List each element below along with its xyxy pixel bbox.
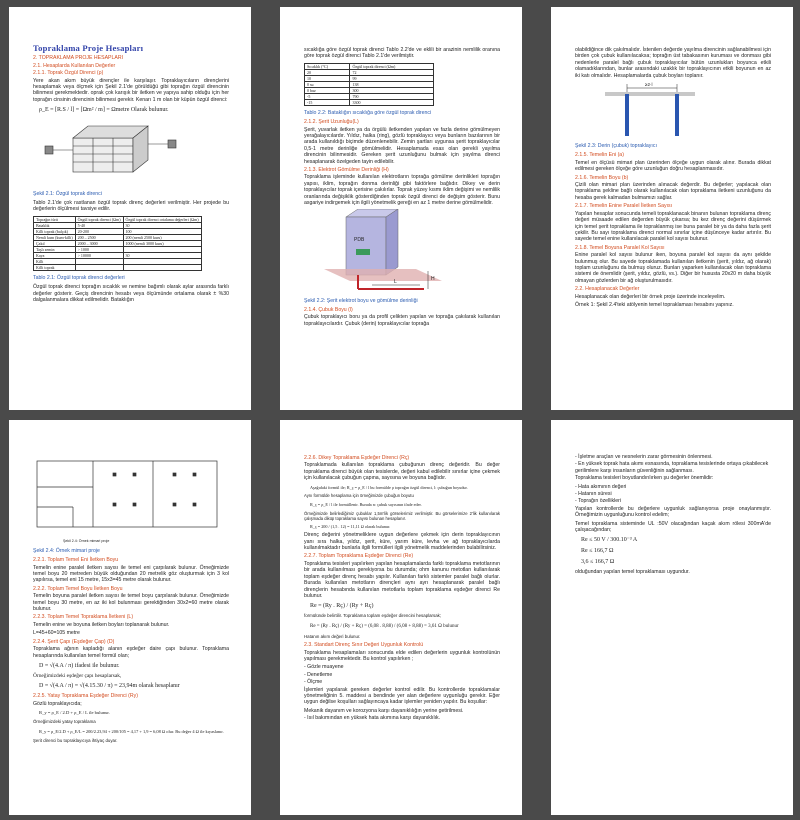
section-heading: 2.1.6. Temelin Boyu (b) [575, 174, 629, 181]
table-cell: 5-40 [75, 222, 123, 228]
paragraph: Yapılan hesaplar sonucunda temeli topraklanacak binanın bulunan topraklama direnç değeri müsaade edilen değerden büyük çıkarsa; bu kez direnç değerini düşürmek için temel şerit topraklama ile topraklanmış ise buna paralel bir ya da daha fazla şerit çekilir. Bu sayı topraklama direnci normal sınırlar içine düşünceye kadar artırılır. Bu sayede temel enine kullanılacak paralel kol sayısı bulunur. [575, 210, 771, 243]
table-cell: Taşlı zemin [34, 246, 76, 252]
list-item: - Ölçme [304, 679, 323, 686]
list-item: - Gözle muayene [304, 664, 344, 671]
paragraph: Temelin boyuna paralel iletken sayısı ile temel boyu çarpılarak bulunur. Örneğimizde temel boyu 30 metre, en az iki kol bulunması gerektiğinden 30x2=60 metre olarak bulunur. [33, 593, 229, 613]
paragraph: L=45+60=105 metre [33, 630, 80, 637]
document-page-6 [551, 420, 793, 815]
paragraph: sıcaklığa göre özgül toprak direnci Tablo 2.2'de ve eklili bir arazinin nemlilik oranına göre toprak özgül direnci Tablo 2.1'de verilmiştir. [304, 47, 500, 60]
document-page-1 [9, 7, 251, 410]
section-heading: 2.1.3. Elektrot Gömülme Derinliği (H) [304, 167, 389, 174]
section-heading: 2.1.1. Toprak Özgül Direnci (ρ) [33, 70, 104, 77]
paragraph: olduğundan yapılan temel topraklaması uygundur. [575, 569, 690, 576]
table-cell: 138 [350, 81, 434, 87]
list-item: - Toprağın özellikleri [575, 498, 622, 505]
paragraph: Temel topraklama sisteminde UL :50V olacağından kaçak akım rölesi 300mA'de çalışacağından; [575, 520, 771, 534]
paragraph: Çubuk topraklayıcı boru ya da profil çelikten yapılan ve toprağa çakılarak kullanılan topraklayıcılardır. Çubuk (derin) topraklayıcılar toprağa [304, 314, 500, 327]
table-caption: Tablo 2.1: Özgül toprak direnci değerleri [33, 274, 125, 281]
formula: Re = (Ry . Rç) / (Ry + Rç) [310, 603, 374, 610]
paragraph: Temelin enine paralel iletken sayısı ile temel eni çarpılarak bulunur. Örneğimizde temel boyu 20 metreden büyük olduğundan 20 metrelik göz oluşturmak için 3 kol yapılırsa, temel eni 15 metre, 15x3=45 metre olarak bulunur. [33, 564, 229, 584]
paragraph: Temel en ölçüsü mimari plan üzerinden ölçeğe uygun olarak alınır. Burada dikkat edilmesi gereken ölçeğe göre uzunluğun doğru hesaplanmasıdır. [575, 159, 771, 173]
table-cell: 30 [123, 222, 201, 228]
paragraph: İşlemleri yapılarak gereken değerler kontrol edilir. Bu kontrollerde topraklamalar yönetmeliğinin 5. maddesi a bendinde yer alan değerlere uygunluğu gerekir. Eğer uygun değilse koşulları sağlayıncaya kadar işlemler yeniden yapılır. Bu koşullar: [304, 686, 500, 706]
section-heading: 2.2. Hesaplanacak Değerler [575, 286, 640, 293]
spacing-label: ≥2·l [645, 82, 653, 88]
formula: Re ≤ 166,7 Ω [581, 548, 614, 555]
paragraph: Topraklama hesaplamaları sonucunda elde edilen değerlerin uygunluk kontrolünün yapılması gerekmektedir. Bu kontrol yapılırken ; [304, 649, 500, 662]
table-cell: 30 [123, 252, 201, 258]
list-item: - En yüksek toprak hata akımı esnasında, topraklama tesislerinde ortaya çıkabilecek gerilimlere karşı insanların güvenliğinin sağlanması. [575, 461, 769, 474]
table-header-cell: Özgül toprak direnci ortalama değerleri (Ωm) [123, 216, 201, 222]
section-heading: 2.2.4. Şerit Çapı (Eşdeğer Çap) (D) [33, 638, 115, 645]
table-cell: 200 – 2500 [75, 234, 123, 240]
formula: 3,6 ≤ 166,7 Ω [581, 559, 615, 566]
section-heading: 2.2.3. Toplam Temel Topraklama İletkeni (L) [33, 614, 134, 621]
paragraph: Hesaplanacak olan değerleri bir örnek proje üzerinde inceleyelim. [575, 293, 726, 300]
document-page-4 [9, 420, 251, 815]
section-heading: 2.2.2. Toplam Temel Boyu İletken Boyu [33, 585, 123, 592]
section-heading: 2.2.5. Yatay Topraklama Eşdeğer Direnci (Ry) [33, 693, 138, 700]
soil-cube-figure [33, 120, 183, 182]
list-item: - Denetleme [304, 671, 333, 678]
table-cell: Killi toprak (balçık) [34, 228, 76, 234]
table-header-cell: Toprağın türü [34, 216, 76, 222]
document-page-2 [280, 7, 522, 410]
table-cell: > 10000 [75, 252, 123, 258]
paragraph: Tablo 2.1'de çok rastlanan özgül toprak direnç değerleri verilmiştir. Her projede bu değerlerin ölçülmesi tavsiye edilir. [33, 200, 229, 213]
section-heading: 2.1.7. Temelin Enine Paralel İletken Sayısı [575, 203, 673, 210]
page-title: Topraklama Proje Hesapları [33, 43, 144, 53]
figure-caption: Şekil 2.3: Derin (çubuk) topraklayıcı [575, 143, 657, 150]
paragraph: Enine paralel kol sayısı bulunur iken, boyuna paralel kol sayısı da aynı şekilde bulunmuş olur. Bu sayede topraklamada kullanılan iletkenin (şerit, yıldız, ağ olarak) toplam uzunluğunu da bulmuş oluruz. Bunları yaparken kullanılacak olan topraklama sistemi de önemlidir (şerit, yıldız, gözlü, vs.). Diğer bir hususta 20x20 m daha büyük olmayan gözlerden bir ağ oluşturulmasıdır. [575, 252, 771, 284]
section-heading: 2.1. Hesaplarda Kullanılan Değerler [33, 62, 116, 69]
figure-caption: Şekil 2.4: Örnek mimari proje [33, 547, 100, 554]
paragraph: Hatanın akım değeri bulunur. [304, 633, 361, 639]
section-heading: 2.3. Standart Direnç Sınır Değeri Uygunluk Kontrolü [304, 642, 424, 649]
paragraph: Şerit direnci bu topraklayıcıya ihtiyaç duyar. [33, 737, 118, 743]
section-heading: 2.2.1. Toplam Temel Eni İletken Boyu [33, 557, 119, 564]
paragraph: formülünde belirtilir. Topraklama toplam eşdeğer direncini hesaplarsak; [304, 613, 442, 619]
table-cell: 100 [123, 228, 201, 234]
formula: R_y = ρ_E / 2.D + ρ_E / L ile bulunur. [39, 710, 110, 716]
paragraph: Özgül toprak direnci toprağın sıcaklık ve nemine bağımlı olarak aylar arasında farklı değerler gösterir. Geçiş direncinin hesabı veya ölçümünde ortalama olarak ± %30 dalgalanmalara dikkat edilmelidir. Bataklığın [33, 284, 229, 304]
paragraph: Topraklama tesisleri yapılırken yapılan hesaplamalarda farklı topraklama metotlarının bir arada kullanılması gerekiyorsa bu durumda; ohm kanunu metotları kullanılarak toplam eşdeğer direnç hesabı yapılır. Kullanılan farklı sistemler paralel bağlı olurlar. Burada kullanılan metotların dirençleri aynı ayrı hesaplanarak paralel bağlı dirençlerin hesabında kullanılan metotlarla toplam topraklama eşdeğer direnci Re bulunur. [304, 560, 500, 599]
table-cell: 1000 (nemli 3000 kuru) [123, 240, 201, 246]
section-heading: 2.1.8. Temel Boyuna Paralel Kol Sayısı [575, 244, 665, 251]
paragraph: Topraklama ağının kapladığı alanın eşdeğer daire çapı bulunur. Topraklama hesaplarında kullanılan temel formül olan; [33, 646, 229, 659]
list-item: - Hatanın süresi [575, 491, 612, 498]
paragraph: Direnç değerini yönetmeliklere uygun değerlere çekmek için derin topraklayıcının yanı sıra halka, yıldız, şerit, küre, yarım küre, levha ve ağ topraklayıcılarda kullanılmaktadır bunlarla ilgili formülleri ilgili yönetmelik maddelerinden bulabilirsiniz. [304, 532, 500, 552]
table-cell: Çakıl [34, 240, 76, 246]
paragraph: Şerit, yuvarlak iletken ya da örgülü iletkenden yapılan ve fazla derine gömülmeyen yerağalayıcılardır. Yıldız, halka (ring), gözlü topraklayıcı veya bunların bazılarının bir arada kullanıldığı biçimde düzenlenebilir. Zemin şartları uygunsa şerit topraklayıcılar 0,5-1 metre derinliğe gömülmelidir. Hesaplamada esas olan gerekli yayılma direncinin bilinmesidir. Gereken şerit uzunluğunu bulmak için yayılma direnci hesaplanarak özelgeden tayin edilebilir. [304, 126, 500, 165]
formula: ρ_E = [R.S / l] = [Ωm² / m] = Ωmetre Olarak bulunur. [39, 107, 169, 114]
list-item: - Hata akımının değeri [575, 483, 627, 490]
figure-caption: Şekil 2.1: Özgül toprak direnci [33, 190, 102, 197]
section-heading: 2.1.4. Çubuk Boyu (l) [304, 306, 353, 313]
floor-plan-figure [33, 457, 223, 535]
table-cell: 20 [305, 69, 350, 75]
document-page-5 [280, 420, 522, 815]
table-cell: Kaya [34, 252, 76, 258]
section-heading: 2.2.7. Toplam Topraklama Eşdeğer Direnci (Re) [304, 553, 414, 560]
table-cell: Killi toprak [34, 264, 76, 270]
depth-label: H [431, 275, 435, 282]
paragraph: Örneğimizdeki yatay topraklama [33, 719, 96, 725]
paragraph: Topraklama işleminde kullanılan elektrotların toprağa gömülme derinlikleri toprağın yapısı, iklim, toprağın donma derinliği gibi faktörlere bağlıdır. Dikey ve derin topraklayıcılar toprak içerisine çakılırlar. Toprak yüzey kısmı iklim değişimi ve nemlilik oranlarında değişiklik gösterdiğinden toprak özgül direnci de değişim gösterir. Bunu asgariye indirgemek için ilgili yönetmelik gereği en az 1 metre derine gömülmelidir. [304, 174, 500, 207]
formula: D = √(4.A / π) ifadesi ile bulunur. [39, 662, 120, 669]
swamp-temperature-table [304, 63, 434, 106]
list-item: - Isıl bakımından en yüksek hata akımına karşı dayanıklılık. [304, 715, 441, 722]
table-cell: 0 buz [305, 87, 350, 93]
paragraph: olabildiğince dik çakılmalıdır. İstenilen değerde yayılma direncinin sağlanabilmesi için birden çok çubuk kullanılacaksa; toprağın üst tabakasının kuruması ve donması gibi nedenlerle paralel bağlı çubuk topraklayıcılar bütün uzunlukları boyunca etkili olamadıklarından, bunlar arasındaki uzaklık bir topraklayıcının etkili boyunun en az iki katı olmalıdır. Hesaplamalarda çubuk boyları toplanır. [575, 47, 771, 79]
table-row [305, 99, 434, 105]
formula: Re ≤ 50 V / 300.10⁻³ A [581, 537, 638, 544]
table-cell: 200 (nemli 2500 kuru) [123, 234, 201, 240]
paragraph: Gözlü topraklayıcıda; [33, 700, 82, 707]
paragraph: Topraklamada kullanılan topraklama çubuğunun direnç değeridir. Bu değer topraklama direnci büyük olan tesislerde, değeri kabul edilebilir sınırlar içine çekmek için kullanılacak çubuğun çapına, sayısına ve boyuna bağlıdır. [304, 462, 500, 482]
table-header-cell: Özgül toprak direnci (Ωm) [75, 216, 123, 222]
figure-caption-small: Şekil 2.4: Örnek mimari proje [63, 539, 110, 544]
table-row [34, 264, 202, 270]
table-header-cell: Özgül toprak direnci (Ωm) [350, 63, 434, 69]
section-heading: 2.1.5. Temelin Eni (a) [575, 152, 624, 159]
table-cell [123, 264, 201, 270]
formula: R_ç = ρ_E / l ile formüllenir. Burada n: çubuk sayısının ifade eder. [310, 502, 422, 508]
table-cell: -5 [305, 93, 350, 99]
list-item: - İşletme araçları ve nesnelerin zarar görmesinin önlenmesi. [575, 454, 713, 460]
table-cell: -15 [305, 99, 350, 105]
formula: R_y = ρ_E/2.D + ρ_E/L = 200/2.23,94 + 200/105 = 4,17 + 1,9 = 6,08 Ω olur. Bu değer 4 Ω ile kıyaslanır. [39, 728, 224, 734]
pdb-label: PDB [354, 236, 365, 243]
paragraph: Yapılan kontrollerde bu değerlere uygunluk sağlanıyorsa proje onaylanmıştır. Örneğimizin uygunluğunu kontrol edelim; [575, 505, 771, 519]
table-cell: 99 [350, 75, 434, 81]
table-cell: 300 [350, 87, 434, 93]
table-cell: 72 [350, 69, 434, 75]
section-heading: 2.1.2. Şerit Uzunluğu(L) [304, 119, 359, 126]
formula: R_ç = 200 / (1,5 . 12) = 11,11 Ω olarak bulunur. [310, 523, 391, 529]
strip-electrode-figure [324, 209, 444, 295]
rod-electrode-figure [605, 82, 695, 140]
table-cell: Killi [34, 258, 76, 264]
paragraph: Örnek 1: Şekil 2.4'teki atölyenin temel topraklaması hesabını yapınız. [575, 301, 734, 308]
table-cell: Nemli kum (kum-killi) [34, 234, 76, 240]
list-item: Mekanik dayanım ve korozyona karşı dayanıklılığın yerine getirilmesi. [304, 707, 464, 714]
table-header-cell: Sıcaklık (°C) [305, 63, 350, 69]
table-cell [75, 264, 123, 270]
section-heading: 2. TOPRAKLAMA PROJE HESAPLARI [33, 55, 124, 62]
document-page-3 [551, 7, 793, 410]
table-cell: 3300 [350, 99, 434, 105]
table-cell: 10 [305, 75, 350, 81]
section-heading: 2.2.6. Dikey Topraklama Eşdeğer Direnci (Rç) [304, 455, 410, 461]
formula: Re = (Ry . Rç) / (Ry + Rç) = (6,08 . 8,88) / (6,08 + 8,88) = 3,61 Ω bulunur [310, 623, 459, 629]
table-cell: 2000 – 3000 [75, 240, 123, 246]
figure-caption: Şekil 2.2: Şerit elektrot boyu ve gömülme derinliği [304, 297, 418, 304]
paragraph: Örneğimizdeki eşdeğer çapı hesaplarsak, [33, 672, 122, 679]
paragraph: Temelin enine ve boyuna iletken boyları toplanarak bulunur. [33, 621, 170, 628]
table-cell: > 1000 [75, 246, 123, 252]
table-caption: Tablo 2.2: Bataklığın sıcaklığa göre özgül toprak direnci [304, 109, 432, 116]
paragraph: Yere akan akım büyük dirençler ile karşılaşır. Topraklayıcıların dirençlerini hesaplamak veya ölçmek için Şekil 2.1'de görüldüğü gibi toprağın özgül direncinin bilinmesi gerekmektedir. oprak çok karışık bir iletken ve yapıya sahip olduğu için her toprağın cinsinin direncinin bilinmesi gerekir. Kenarı 1 m olan bir küpün özgül direnci: [33, 77, 229, 103]
formula: Aşağıdaki formül ile; R_ç = ρ_E / l bu formülde ρ toprağın özgül direnci, l: çubuğun boyudur. [310, 484, 468, 490]
soil-resistivity-table [33, 216, 202, 271]
table-cell: 0 su [305, 81, 350, 87]
formula: D = √(4.A / π) = √(4.15.30 / π) = 23,94m olarak hesaplanır [39, 683, 180, 690]
table-cell: 20-200 [75, 228, 123, 234]
paragraph: Aynı formülde hesaplama için örneğimizde çubuğun boyutu [304, 493, 414, 499]
table-cell: Bataklık [34, 222, 76, 228]
table-cell: 790 [350, 93, 434, 99]
length-label: L [394, 278, 397, 285]
paragraph: Çizili olan mimari plan üzerinden alınacak değerdir. Bu değerler; yapılacak olan topraklama şekline bağlı olarak kullanılacak olan topraklama iletkeni uzunluğunu da hesaba gerek kalmadan bulmamızı sağlar. [575, 182, 771, 201]
paragraph: Topraklama tesisleri boyutlandırılırken şu değerler önemlidir: [575, 475, 714, 482]
paragraph: Örneğimizde belirlediğimiz çubuklar 1,5m'lik görselerimiz verilmiştir. Bu görselerimize 2'lik kullanılarak çalışmada diküp topraklama sayısı bulunan hesaplanır. [304, 510, 500, 521]
